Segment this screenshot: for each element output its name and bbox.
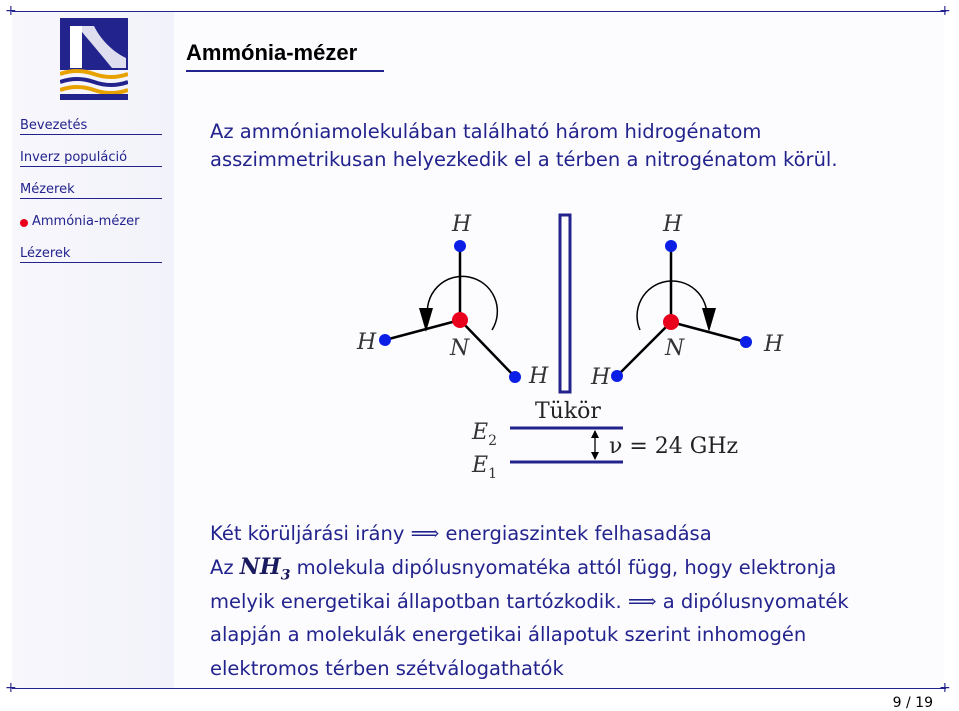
body-line-1: Két körüljárási irány ⟹ energiaszintek felhasadása	[210, 521, 712, 545]
implies-arrow-icon: ⟹	[627, 589, 657, 613]
corner-mark-top-right: +	[939, 3, 951, 19]
intro-line-1: Az ammóniamolekulában található három hidrogénatom	[210, 120, 762, 143]
mirror-label: Tükör	[535, 399, 601, 424]
atom-label-h: H	[452, 212, 472, 237]
corner-mark-top-left: +	[5, 3, 17, 19]
body-text	[210, 516, 930, 686]
nitrogen-atom	[452, 312, 468, 328]
frame-title: Ammónia-mézer	[186, 40, 358, 65]
body-line-5: elektromos térben szétválogathatók	[210, 657, 564, 680]
body-line-4: alapján a molekulák energetikai állapotuk szerint inhomogén	[210, 623, 807, 646]
nitrogen-atom	[663, 314, 679, 330]
right-rotation-arrowhead-icon	[702, 308, 716, 332]
right-bond-bottom	[617, 322, 671, 376]
energy-gap-arrowhead-down-icon	[591, 452, 599, 460]
mirror	[560, 215, 570, 392]
nav-item-label: Lézerek	[20, 246, 71, 261]
atom-label-n: N	[665, 336, 685, 361]
hydrogen-atom	[611, 370, 623, 382]
hydrogen-atom	[454, 240, 466, 252]
nav-item-label: Inverz populáció	[20, 150, 128, 165]
nav-item-label: Ammónia-mézer	[32, 214, 140, 229]
body-line-2: Az $NH_3$ molekula dipólusnyomatéka attól függ, hogy elektronja	[210, 554, 837, 584]
molecule-formula: $NH_3$	[239, 554, 291, 584]
page-number: 9 / 19	[892, 695, 933, 711]
intro-line-2: asszimmetrikusan helyezkedik el a térben a nitrogénatom körül.	[210, 148, 838, 171]
atom-label-h: H	[764, 332, 784, 357]
atom-label-h: H	[663, 212, 683, 237]
energy-label-e2: $E_2$	[472, 420, 497, 449]
corner-mark-bottom-left: +	[5, 680, 17, 696]
atom-label-n: N	[450, 336, 470, 361]
frequency-label: ν = 24 GHz	[609, 434, 739, 459]
body-line-3: melyik energetikai állapotban tartózkodik. ⟹ a dipólusnyomaték	[210, 589, 849, 613]
implies-arrow-icon: ⟹	[410, 521, 440, 545]
hydrogen-atom	[379, 334, 391, 346]
corner-mark-bottom-right: +	[939, 680, 951, 696]
hydrogen-atom	[509, 371, 521, 383]
atom-label-h: H	[357, 330, 377, 355]
nav-item-label: Bevezetés	[20, 118, 88, 133]
energy-label-e1: $E_1$	[472, 453, 497, 482]
atom-label-h: H	[529, 364, 549, 389]
hydrogen-atom	[740, 336, 752, 348]
left-bond-left	[385, 320, 460, 340]
nav-item-label: Mézerek	[20, 182, 75, 197]
atom-label-h: H	[591, 365, 611, 390]
hydrogen-atom	[665, 240, 677, 252]
energy-gap-arrowhead-up-icon	[591, 430, 599, 438]
